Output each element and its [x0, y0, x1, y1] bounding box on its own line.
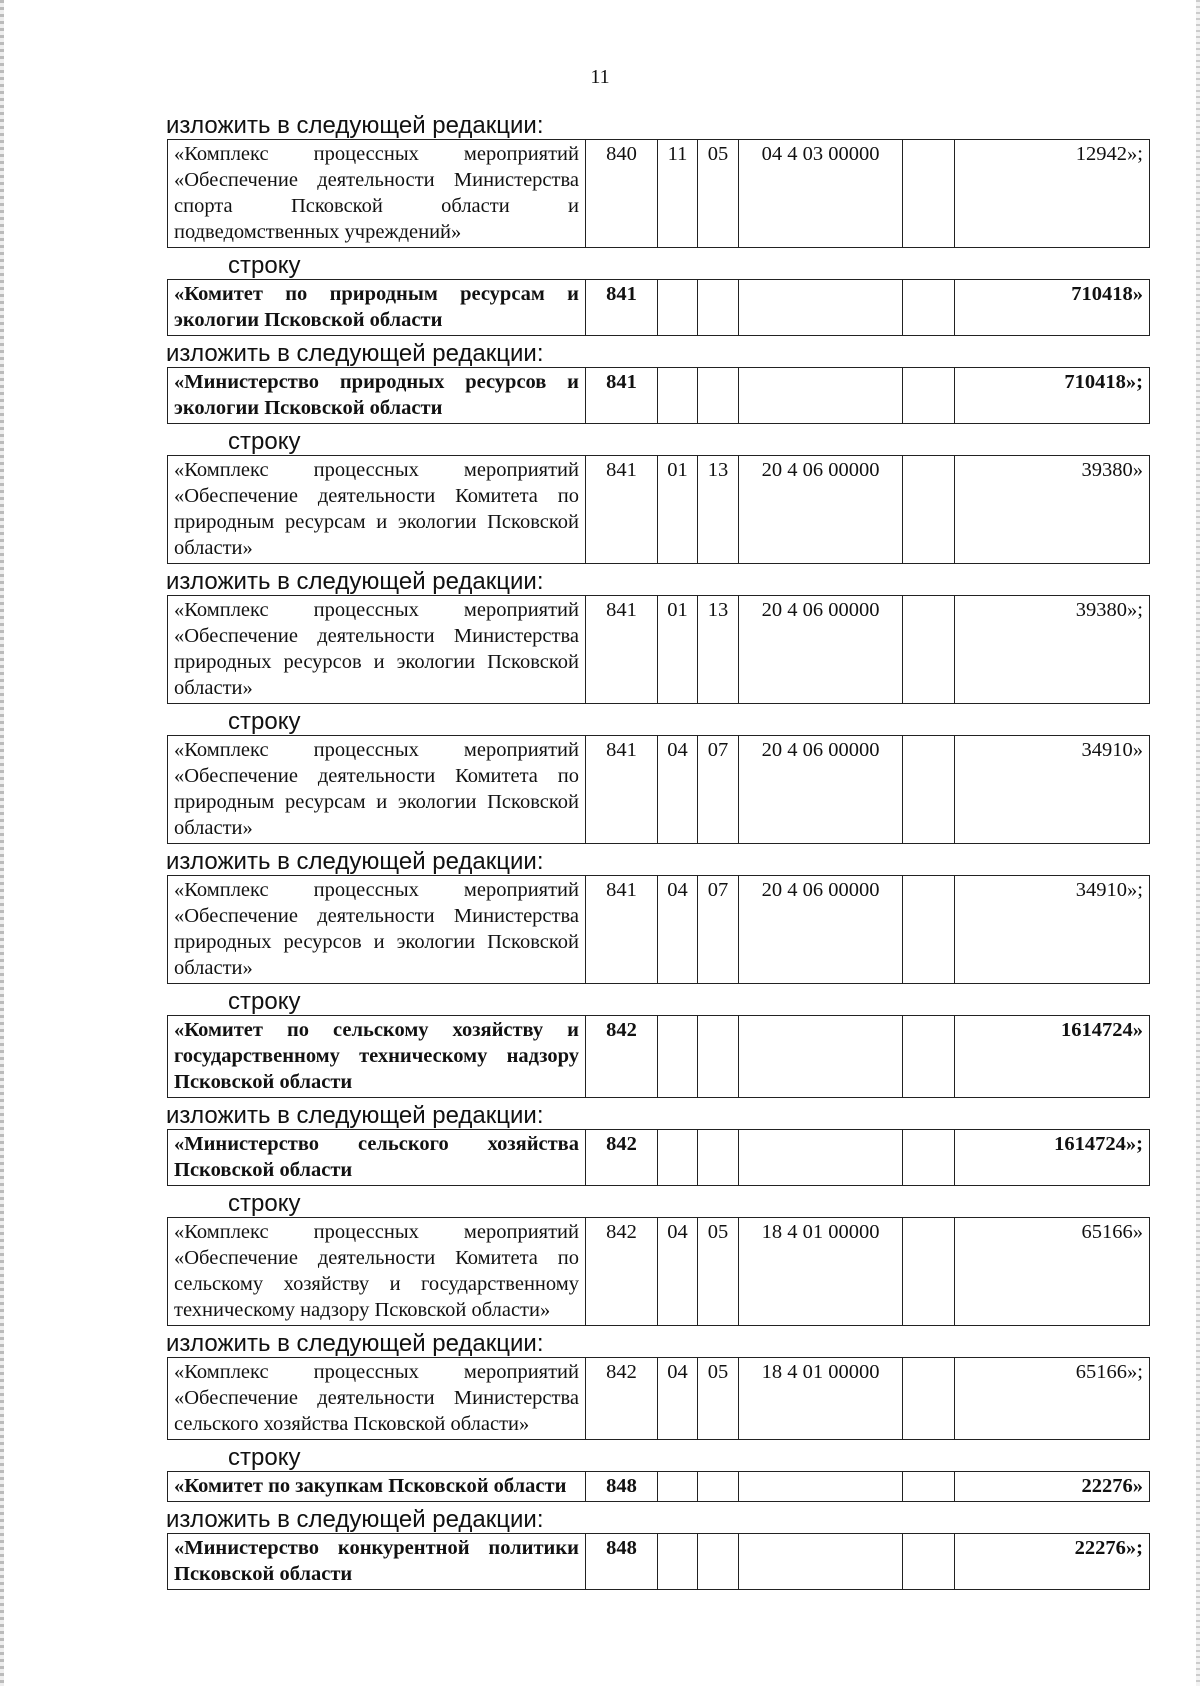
budget-row-table	[167, 1471, 1150, 1502]
section-code-cell	[658, 368, 698, 424]
section-code-cell	[658, 1130, 698, 1186]
row-name-cell: «Комплекс процессных мероприятий «Обеспечение деятельности Комитета по природным ресурсам и экологии Псковской области»	[168, 456, 586, 564]
target-article-cell	[739, 1016, 903, 1098]
table-row	[168, 1534, 1150, 1590]
expense-type-cell	[903, 1016, 955, 1098]
budget-row-table	[167, 1015, 1150, 1098]
amendment-block	[166, 1190, 1150, 1326]
expense-type-cell	[903, 736, 955, 844]
instruction-label: изложить в следующей редакции:	[166, 340, 544, 367]
budget-row-table	[167, 1217, 1150, 1326]
target-article-cell: 20 4 06 00000	[739, 736, 903, 844]
instruction-label: изложить в следующей редакции:	[166, 112, 544, 139]
budget-row-table	[167, 595, 1150, 704]
amendment-block	[166, 988, 1150, 1098]
scan-edge-right	[1196, 0, 1200, 1686]
department-code-cell: 841	[586, 280, 658, 336]
target-article-cell: 04 4 03 00000	[739, 140, 903, 248]
amount-cell: 34910»;	[955, 876, 1150, 984]
table-row	[168, 1218, 1150, 1326]
section-code-cell: 04	[658, 876, 698, 984]
amendment-block	[166, 112, 1150, 248]
document-body	[166, 112, 1150, 1594]
section-code-cell: 04	[658, 1358, 698, 1440]
subsection-code-cell	[698, 368, 739, 424]
budget-row-table	[167, 367, 1150, 424]
target-article-cell: 20 4 06 00000	[739, 596, 903, 704]
table-row	[168, 736, 1150, 844]
amount-cell: 22276»;	[955, 1534, 1150, 1590]
amendment-block	[166, 1102, 1150, 1186]
row-name-cell: «Комитет по сельскому хозяйству и государственному техническому надзору Псковской области	[168, 1016, 586, 1098]
row-name-cell: «Министерство конкурентной политики Псковской области	[168, 1534, 586, 1590]
department-code-cell: 848	[586, 1534, 658, 1590]
amount-cell: 1614724»;	[955, 1130, 1150, 1186]
section-code-cell: 01	[658, 596, 698, 704]
table-row	[168, 876, 1150, 984]
row-name-cell: «Комплекс процессных мероприятий «Обеспечение деятельности Комитета по сельскому хозяйству и государственному техническому надзору Псковской области»	[168, 1218, 586, 1326]
amount-cell: 65166»;	[955, 1358, 1150, 1440]
subsection-code-cell	[698, 1534, 739, 1590]
expense-type-cell	[903, 280, 955, 336]
amount-cell: 710418»	[955, 280, 1150, 336]
amendment-block	[166, 428, 1150, 564]
section-code-cell: 04	[658, 736, 698, 844]
instruction-label: строку	[228, 252, 301, 279]
department-code-cell: 841	[586, 876, 658, 984]
department-code-cell: 841	[586, 736, 658, 844]
amendment-block	[166, 568, 1150, 704]
subsection-code-cell: 13	[698, 596, 739, 704]
section-code-cell: 01	[658, 456, 698, 564]
subsection-code-cell: 13	[698, 456, 739, 564]
amendment-block	[166, 1444, 1150, 1502]
subsection-code-cell	[698, 280, 739, 336]
subsection-code-cell: 05	[698, 1358, 739, 1440]
row-name-cell: «Комитет по закупкам Псковской области	[168, 1472, 586, 1502]
department-code-cell: 840	[586, 140, 658, 248]
subsection-code-cell	[698, 1016, 739, 1098]
amount-cell: 34910»	[955, 736, 1150, 844]
row-name-cell: «Комплекс процессных мероприятий «Обеспечение деятельности Министерства природных ресурсов и экологии Псковской области»	[168, 876, 586, 984]
department-code-cell: 841	[586, 368, 658, 424]
table-row	[168, 1358, 1150, 1440]
section-code-cell: 11	[658, 140, 698, 248]
target-article-cell: 20 4 06 00000	[739, 456, 903, 564]
expense-type-cell	[903, 1218, 955, 1326]
department-code-cell: 841	[586, 456, 658, 564]
amount-cell: 39380»	[955, 456, 1150, 564]
subsection-code-cell	[698, 1130, 739, 1186]
target-article-cell: 20 4 06 00000	[739, 876, 903, 984]
instruction-label: строку	[228, 708, 301, 735]
subsection-code-cell: 05	[698, 1218, 739, 1326]
scan-edge-left	[0, 0, 4, 1686]
subsection-code-cell: 05	[698, 140, 739, 248]
department-code-cell: 842	[586, 1218, 658, 1326]
section-code-cell	[658, 280, 698, 336]
row-name-cell: «Министерство природных ресурсов и экологии Псковской области	[168, 368, 586, 424]
expense-type-cell	[903, 1472, 955, 1502]
expense-type-cell	[903, 876, 955, 984]
target-article-cell: 18 4 01 00000	[739, 1218, 903, 1326]
amendment-block	[166, 708, 1150, 844]
expense-type-cell	[903, 140, 955, 248]
budget-row-table	[167, 735, 1150, 844]
department-code-cell: 842	[586, 1130, 658, 1186]
amount-cell: 1614724»	[955, 1016, 1150, 1098]
target-article-cell	[739, 1130, 903, 1186]
section-code-cell	[658, 1016, 698, 1098]
instruction-label: изложить в следующей редакции:	[166, 568, 544, 595]
amount-cell: 39380»;	[955, 596, 1150, 704]
amount-cell: 22276»	[955, 1472, 1150, 1502]
amount-cell: 12942»;	[955, 140, 1150, 248]
budget-row-table	[167, 1533, 1150, 1590]
subsection-code-cell: 07	[698, 876, 739, 984]
instruction-label: изложить в следующей редакции:	[166, 1102, 544, 1129]
table-row	[168, 1130, 1150, 1186]
amendment-block	[166, 1506, 1150, 1590]
row-name-cell: «Комплекс процессных мероприятий «Обеспечение деятельности Комитета по природным ресурсам и экологии Псковской области»	[168, 736, 586, 844]
table-row	[168, 456, 1150, 564]
subsection-code-cell: 07	[698, 736, 739, 844]
amount-cell: 65166»	[955, 1218, 1150, 1326]
instruction-label: строку	[228, 1444, 301, 1471]
instruction-label: изложить в следующей редакции:	[166, 848, 544, 875]
target-article-cell	[739, 368, 903, 424]
subsection-code-cell	[698, 1472, 739, 1502]
instruction-label: изложить в следующей редакции:	[166, 1330, 544, 1357]
amendment-block	[166, 340, 1150, 424]
budget-row-table	[167, 875, 1150, 984]
table-row	[168, 1016, 1150, 1098]
target-article-cell	[739, 280, 903, 336]
row-name-cell: «Комплекс процессных мероприятий «Обеспечение деятельности Министерства сельского хозяйства Псковской области»	[168, 1358, 586, 1440]
expense-type-cell	[903, 1534, 955, 1590]
instruction-label: строку	[228, 428, 301, 455]
row-name-cell: «Комитет по природным ресурсам и экологии Псковской области	[168, 280, 586, 336]
budget-row-table	[167, 455, 1150, 564]
department-code-cell: 842	[586, 1358, 658, 1440]
section-code-cell	[658, 1534, 698, 1590]
expense-type-cell	[903, 1130, 955, 1186]
expense-type-cell	[903, 368, 955, 424]
expense-type-cell	[903, 596, 955, 704]
row-name-cell: «Министерство сельского хозяйства Псковской области	[168, 1130, 586, 1186]
budget-row-table	[167, 139, 1150, 248]
table-row	[168, 368, 1150, 424]
amendment-block	[166, 1330, 1150, 1440]
row-name-cell: «Комплекс процессных мероприятий «Обеспечение деятельности Министерства спорта Псковской области и подведомственных учреждений»	[168, 140, 586, 248]
target-article-cell	[739, 1472, 903, 1502]
budget-row-table	[167, 1357, 1150, 1440]
amendment-block	[166, 252, 1150, 336]
target-article-cell	[739, 1534, 903, 1590]
amount-cell: 710418»;	[955, 368, 1150, 424]
section-code-cell	[658, 1472, 698, 1502]
budget-row-table	[167, 1129, 1150, 1186]
section-code-cell: 04	[658, 1218, 698, 1326]
table-row	[168, 1472, 1150, 1502]
budget-row-table	[167, 279, 1150, 336]
instruction-label: строку	[228, 988, 301, 1015]
table-row	[168, 140, 1150, 248]
row-name-cell: «Комплекс процессных мероприятий «Обеспечение деятельности Министерства природных ресурсов и экологии Псковской области»	[168, 596, 586, 704]
expense-type-cell	[903, 456, 955, 564]
department-code-cell: 842	[586, 1016, 658, 1098]
table-row	[168, 280, 1150, 336]
department-code-cell: 841	[586, 596, 658, 704]
page-number: 11	[590, 66, 610, 88]
instruction-label: изложить в следующей редакции:	[166, 1506, 544, 1533]
table-row	[168, 596, 1150, 704]
instruction-label: строку	[228, 1190, 301, 1217]
target-article-cell: 18 4 01 00000	[739, 1358, 903, 1440]
department-code-cell: 848	[586, 1472, 658, 1502]
expense-type-cell	[903, 1358, 955, 1440]
amendment-block	[166, 848, 1150, 984]
